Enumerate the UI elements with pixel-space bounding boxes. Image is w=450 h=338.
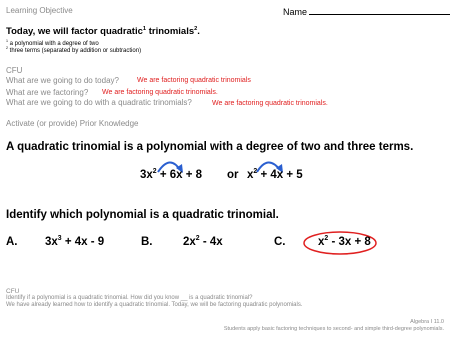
- cfu-question-3: What are we going to do with a quadratic trinomials?: [6, 98, 192, 107]
- choice-a-letter: A.: [6, 236, 18, 248]
- choice-c-expression[interactable]: $x^2 - 3x + 8$: [318, 235, 371, 248]
- prior-knowledge-heading: Activate (or provide) Prior Knowledge: [6, 119, 139, 128]
- name-label: Name: [283, 7, 308, 17]
- choice-c-letter: C.: [274, 236, 286, 248]
- footer-cfu-line-2: We have already learned how to identify a quadratic trinomial. Today, we will be factoring quadratic polynomials.: [6, 302, 303, 308]
- definition-statement: A quadratic trinomial is a polynomial with a degree of two and three terms.: [6, 141, 414, 153]
- footnote-2: $^2$ three terms (separated by addition or subtraction): [6, 46, 142, 54]
- footer-cfu-heading: CFU: [6, 288, 20, 295]
- footer-cfu-line-1: Identify if a polynomial is a quadratic trinomial. How did you know __ is a quadratic trinomial?: [6, 295, 253, 301]
- cfu-question-2: What are we factoring?: [6, 88, 89, 97]
- choice-b-expression[interactable]: $2x^2 - 4x$: [183, 235, 223, 248]
- learning-objective-heading: Learning Objective: [6, 6, 73, 15]
- example-1: $3x^2 + 6x + 8$: [140, 168, 203, 181]
- standard-text: Students apply basic factoring techniques to second- and simple third-degree polynomials.: [223, 326, 444, 332]
- question-prompt: Identify which polynomial is a quadratic trinomial.: [6, 209, 279, 221]
- cfu-question-1: What are we going to do today?: [6, 76, 119, 85]
- choice-b-letter: B.: [141, 236, 153, 248]
- cfu-heading: CFU: [6, 66, 23, 75]
- cfu-answer-3: We are factoring quadratic trinomials.: [212, 100, 328, 107]
- objective-statement: Today, we will factor quadratic$^1$ trinomials$^2$.: [6, 25, 200, 37]
- choice-a-expression[interactable]: $3x^3 + 4x - 9$: [45, 235, 105, 248]
- footnote-1: $^1$ a polynomial with a degree of two: [6, 39, 99, 47]
- cfu-answer-2: We are factoring quadratic trinomials.: [102, 89, 218, 96]
- cfu-answer-1: We are factoring quadratic trinomials: [137, 77, 251, 84]
- example-or: or: [227, 169, 239, 181]
- standard-code: Algebra I 11.0: [410, 319, 444, 325]
- example-2: $x^2 + 4x + 5$: [247, 168, 303, 181]
